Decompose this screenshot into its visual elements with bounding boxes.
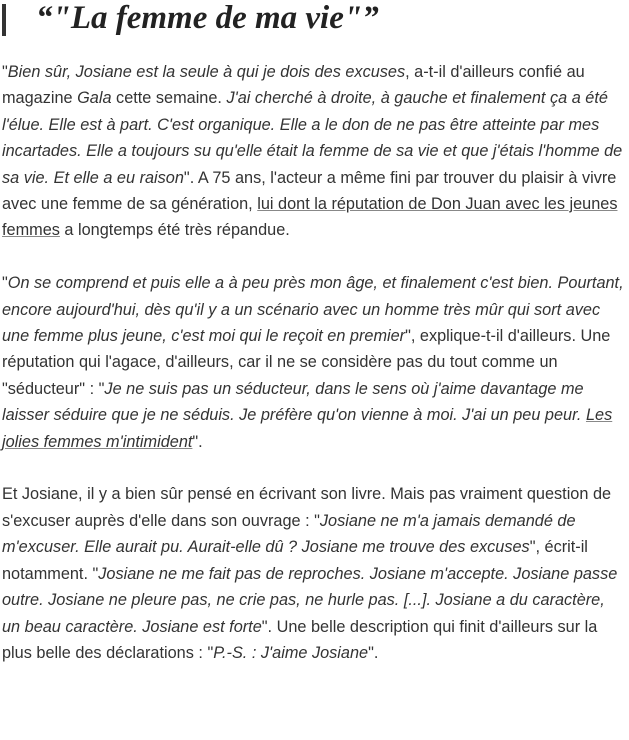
article-body (2, 59, 626, 666)
body-text: a longtemps été très répandue. (59, 221, 290, 240)
quote-text: P.-S. : J'aime Josiane (213, 643, 369, 662)
body-text: Et Josiane, il y a bien sûr pensé en écrivant son livre. Mais pas vraiment question de s'excuser auprès d'elle dans son ouvrage : " (2, 485, 612, 530)
quote-text: Josiane ne me fait pas de reproches. Josiane m'accepte. Josiane passe outre. Josiane ne pleure pas, ne crie pas, ne hurle pas. [...]. Josiane a du caractère, un beau caractère. Josiane est forte (2, 564, 618, 636)
body-text: ". (368, 643, 379, 662)
body-text: " (2, 274, 8, 293)
article-paragraph (2, 481, 626, 666)
quote-text: J'ai cherché à droite, à gauche et finalement ça a été l'élue. Elle est à part. C'est organique. Elle a le don de ne pas être atteinte par mes incartades. Elle a toujours su qu'elle était la femme de sa vie et que j'étais l'homme de sa vie. Et elle a eu raison (2, 89, 623, 187)
body-text: " (2, 63, 8, 81)
article-paragraph (2, 59, 626, 244)
quote-text: Bien sûr, Josiane est la seule à qui je dois des excuses (7, 63, 406, 81)
inline-link[interactable]: Les jolies femmes m'intimident (2, 406, 613, 451)
article-paragraph (2, 270, 626, 455)
body-text: ". (192, 432, 203, 451)
quote-text: Je ne suis pas un séducteur, dans le sens où j'aime davantage me laisser séduire que je ne séduis. Je préfère qu'on vienne à moi. J'ai un peu peur. (2, 379, 586, 425)
body-text: ", explique-t-il d'ailleurs. Une réputation qui l'agace, d'ailleurs, car il ne se considère pas du tout comme un "séducteur" : " (2, 327, 611, 398)
body-text: cette semaine. (111, 89, 227, 108)
body-text: , a-t-il d'ailleurs confié au magazine (2, 63, 585, 108)
body-text: ". A 75 ans, l'acteur a même fini par trouver du plaisir à vivre avec une femme de sa génération, (2, 168, 617, 214)
quote-text: Gala (77, 89, 112, 108)
body-text: ". Une belle description qui finit d'ailleurs sur la plus belle des déclarations : " (2, 617, 598, 662)
inline-link[interactable]: lui dont la réputation de Don Juan avec les jeunes femmes (2, 195, 618, 240)
heading-accent-bar (2, 4, 6, 36)
body-text: ", écrit-il notamment. " (2, 538, 588, 583)
quote-text: On se comprend et puis elle a à peu près mon âge, et finalement c'est bien. Pourtant, encore aujourd'hui, dès qu'il y a un scénario avec un homme très mûr qui sort avec une femme plus jeune, c'est moi qui le reçoit en premier (2, 274, 624, 346)
quote-text: Josiane ne m'a jamais demandé de m'excuser. Elle aurait pu. Aurait-elle dû ? Josiane me trouve des excuses (2, 511, 576, 557)
section-heading-block (0, 0, 629, 44)
section-heading: “"La femme de ma vie"” (36, 0, 379, 36)
